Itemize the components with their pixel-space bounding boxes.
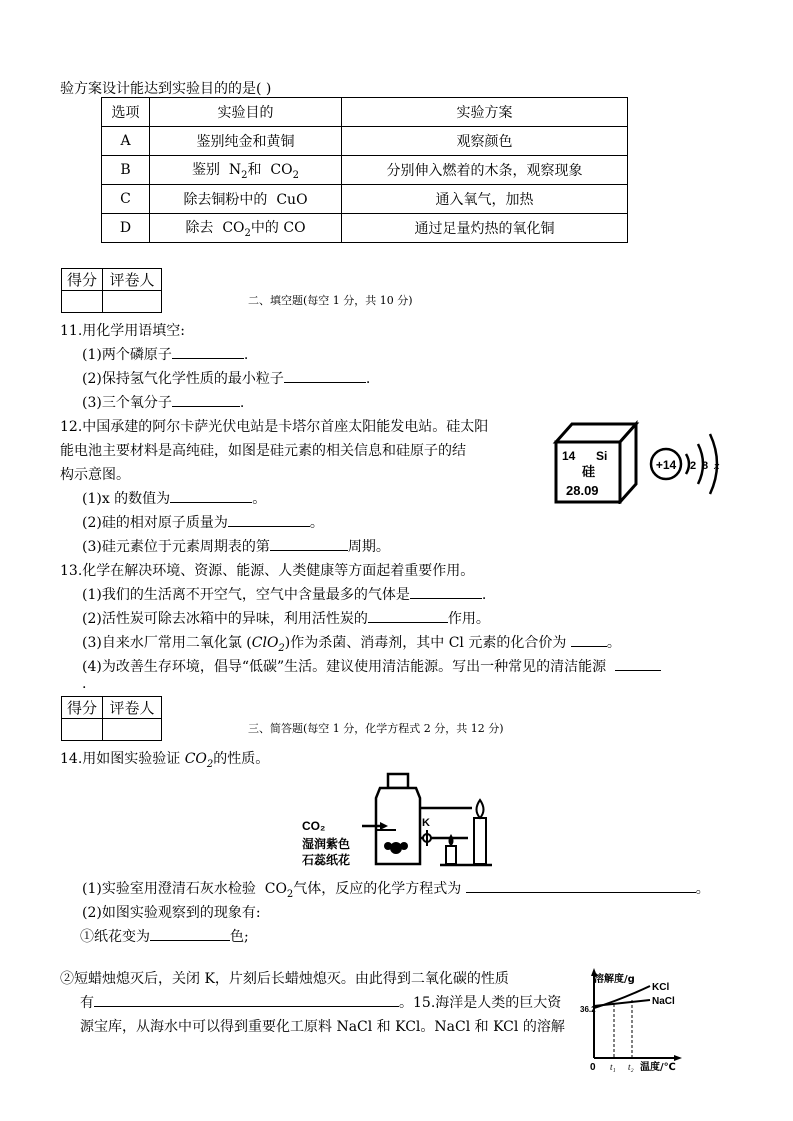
element-symbol: Si	[596, 449, 608, 463]
shell-2-electrons: 8	[702, 460, 709, 472]
q14-item2b-line2	[80, 992, 561, 1012]
q14-item2b-line2-text: 有	[80, 995, 94, 1011]
shell-1-electrons: 2	[690, 460, 697, 472]
y-axis-label: 溶解度/g	[594, 974, 635, 985]
row-plan: 通过足量灼热的氧化铜	[342, 214, 628, 243]
row-purpose: 鉴别纯金和黄铜	[150, 127, 342, 156]
chem-formula: CO	[184, 751, 207, 767]
q12-line2: 能电池主要材料是高纯硅，如图是硅元素的相关信息和硅原子的结	[60, 443, 466, 459]
experiment-table	[101, 97, 628, 243]
q12-item1-text: (1)x 的数值为	[82, 491, 171, 507]
element-name: 硅	[582, 465, 596, 480]
q12-item2-text: (2)硅的相对原子质量为	[82, 515, 228, 531]
subscript: 2	[206, 758, 214, 770]
atomic-number: 14	[562, 449, 576, 463]
atom-structure-figure	[646, 424, 728, 504]
q10-stem-tail: 验方案设计能达到实验目的的是( )	[60, 81, 272, 97]
q12-item1: (1)x 的数值为 。	[82, 488, 266, 508]
q13-item1-text: (1)我们的生活离不开空气，空气中含量最多的气体是	[82, 587, 410, 603]
answer-blank[interactable]	[270, 536, 348, 551]
row-option: A	[102, 127, 150, 156]
q13-item3: (3)自来水厂常用二氧化氯 (ClO$_2$)作为杀菌、消毒剂，其中 Cl 元素的化合价为 。	[82, 632, 621, 654]
element-cube-figure	[552, 420, 642, 504]
q13-item2-text: (2)活性炭可除去冰箱中的异味，利用活性炭的	[82, 611, 368, 627]
q13-item2	[82, 608, 490, 628]
solubility-graph	[580, 966, 685, 1076]
purpose-text: 中的 CO	[250, 220, 306, 237]
y-tick-label: 36.2	[580, 1005, 596, 1014]
row-purpose: 除去铜粉中的 CuO	[150, 185, 342, 214]
q15-line1: 15.海洋是人类的巨大资	[413, 995, 562, 1011]
valve-k-label: K	[422, 817, 430, 829]
answer-blank[interactable]	[615, 656, 661, 671]
header-plan: 实验方案	[342, 98, 628, 127]
answer-blank[interactable]	[571, 632, 607, 647]
q12-line3: 构示意图。	[60, 467, 130, 483]
row-plan: 观察颜色	[342, 127, 628, 156]
table-row	[102, 214, 628, 243]
q13-item2-tail: 作用。	[447, 611, 490, 627]
shell-3-electrons: x	[714, 460, 720, 472]
q15-line2: 源宝库，从海水中可以得到重要化工原料 NaCl 和 KCl。NaCl 和 KCl 的溶解	[80, 1019, 565, 1035]
answer-blank[interactable]	[284, 368, 366, 383]
q13-item4-period: .	[82, 676, 87, 692]
q14-item1-tail: 气体，反应的化学方程式为	[293, 881, 462, 897]
q12-item2: (2)硅的相对原子质量为 。	[82, 512, 324, 532]
x-axis-label: 温度/℃	[640, 1062, 676, 1073]
score-label: 得分	[62, 697, 103, 719]
q13-item3-text-post: )作为杀菌、消毒剂，其中 Cl 元素的化合价为	[284, 635, 567, 651]
q14-item1-text: (1)实验室用澄清石灰水检验 CO	[82, 881, 287, 897]
answer-blank[interactable]	[228, 512, 310, 527]
q13-item3-text: (3)自来水厂常用二氧化氯 (	[82, 635, 252, 651]
q11-item3: (3)三个氧分子 .	[82, 392, 244, 412]
row-option: C	[102, 185, 150, 214]
score-box	[61, 268, 162, 313]
table-row	[102, 185, 628, 214]
q11-item1-text: (1)两个磷原子	[82, 347, 172, 363]
subscript: 2	[241, 169, 248, 181]
subscript: 2	[278, 642, 285, 654]
subscript: 2	[244, 227, 251, 239]
x-tick-t2: t₂	[628, 1062, 634, 1072]
answer-blank[interactable]	[170, 488, 252, 503]
row-plan: 分别伸入燃着的木条，观察现象	[342, 156, 628, 185]
row-option: B	[102, 156, 150, 185]
q11-item3-text: (3)三个氧分子	[82, 395, 172, 411]
series-label-kcl: KCl	[652, 982, 670, 993]
reviewer-label: 评卷人	[103, 269, 162, 291]
chem-formula: ClO	[251, 635, 279, 651]
reviewer-label: 评卷人	[103, 697, 162, 719]
q13-item4	[82, 656, 661, 676]
q14-item2a	[80, 926, 249, 946]
score-label: 得分	[62, 269, 103, 291]
q12-item3	[82, 536, 390, 556]
q14-item2a-text: ①纸花变为	[80, 929, 150, 945]
q14-item2: (2)如图实验观察到的现象有:	[82, 905, 261, 921]
q11-item2: (2)保持氢气化学性质的最小粒子 .	[82, 368, 370, 388]
series-label-nacl: NaCl	[652, 996, 675, 1007]
row-purpose	[150, 156, 342, 185]
row-option: D	[102, 214, 150, 243]
flower-label-line2: 石蕊纸花	[302, 853, 351, 867]
answer-blank[interactable]	[368, 608, 448, 623]
header-option: 选项	[102, 98, 150, 127]
answer-blank[interactable]	[466, 878, 696, 893]
q13-stem: 13.化学在解决环境、资源、能源、人类健康等方面起着重要作用。	[60, 563, 475, 579]
q11-item1: (1)两个磷原子 .	[82, 344, 248, 364]
subscript: 2	[286, 888, 294, 900]
co2-apparatus-figure	[300, 768, 495, 870]
q14-stem-text: 14.用如图实验验证	[60, 751, 185, 767]
q12-line1: 12.中国承建的阿尔卡萨光伏电站是卡塔尔首座太阳能发电站。硅太阳	[60, 419, 489, 435]
q14-item2b-line2-tail: 。	[399, 995, 413, 1011]
table-row	[102, 127, 628, 156]
q11-item2-text: (2)保持氢气化学性质的最小粒子	[82, 371, 284, 387]
origin-label: 0	[590, 1062, 596, 1073]
purpose-text: 和 CO	[247, 162, 293, 179]
reviewer-cell[interactable]	[103, 719, 162, 741]
q14-stem-tail: 的性质。	[213, 751, 270, 767]
answer-blank[interactable]	[410, 584, 482, 599]
q14-stem	[60, 748, 269, 770]
q13-item4-text: (4)为改善生存环境，倡导“低碳”生活。建议使用清洁能源。写出一种常见的清洁能源	[82, 659, 607, 675]
answer-blank[interactable]	[172, 392, 240, 407]
flower-label-line1: 湿润紫色	[302, 837, 351, 851]
answer-blank[interactable]	[172, 344, 244, 359]
q13-item1: (1)我们的生活离不开空气，空气中含量最多的气体是 .	[82, 584, 486, 604]
score-box	[61, 696, 162, 741]
header-purpose: 实验目的	[150, 98, 342, 127]
q11-stem: 11.用化学用语填空:	[60, 323, 185, 339]
q14-item1: (1)实验室用澄清石灰水检验 $CO_2$气体，反应的化学方程式为 。	[82, 878, 710, 900]
row-purpose	[150, 214, 342, 243]
nucleus-charge: +14	[655, 458, 677, 472]
score-cell[interactable]	[62, 719, 103, 741]
row-plan: 通入氧气，加热	[342, 185, 628, 214]
q14-item2a-tail: 色;	[230, 929, 249, 945]
answer-blank[interactable]	[94, 992, 399, 1007]
purpose-text: 鉴别 N	[192, 162, 242, 179]
subscript: 2	[292, 169, 299, 181]
x-tick-t1: t₁	[610, 1062, 616, 1072]
section2-title: 二、填空题(每空 1 分，共 10 分)	[248, 294, 413, 307]
score-cell[interactable]	[62, 291, 103, 313]
reviewer-cell[interactable]	[103, 291, 162, 313]
q12-item3-tail: 周期。	[347, 539, 390, 555]
table-row	[102, 156, 628, 185]
co2-inlet-label: CO₂	[302, 819, 326, 833]
q12-item3-text: (3)硅元素位于元素周期表的第	[82, 539, 270, 555]
q14-item2b: ②短蜡烛熄灭后，关闭 K，片刻后长蜡烛熄灭。由此得到二氧化碳的性质	[60, 971, 509, 987]
table-header-row	[102, 98, 628, 127]
section3-title: 三、简答题(每空 1 分，化学方程式 2 分，共 12 分)	[248, 722, 504, 735]
atomic-mass: 28.09	[566, 483, 599, 498]
answer-blank[interactable]	[150, 926, 230, 941]
purpose-text: 除去 CO	[185, 220, 245, 237]
